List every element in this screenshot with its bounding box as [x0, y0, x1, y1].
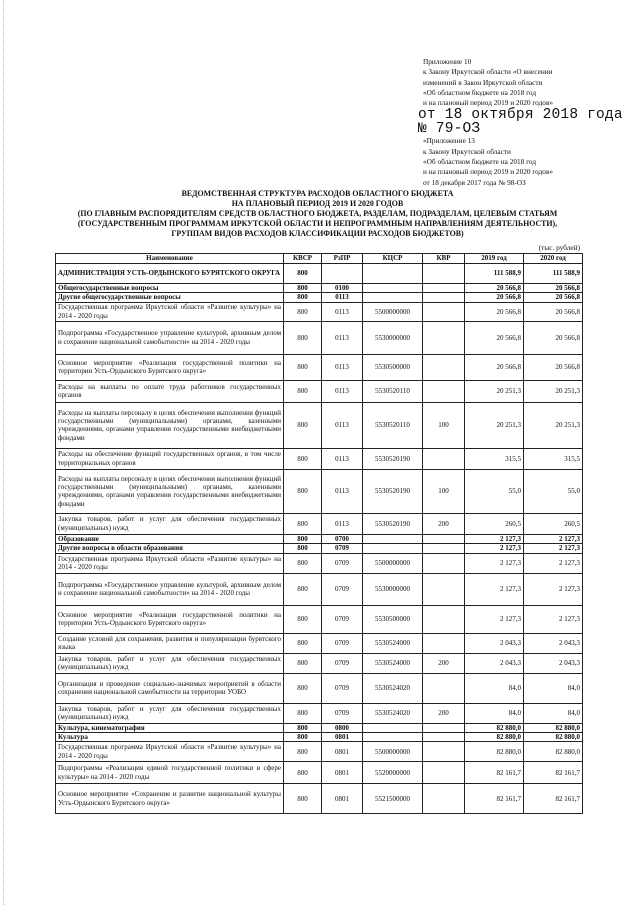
cell-kcsr: 5530524000 — [363, 653, 423, 673]
cell-kvsr: 800 — [284, 284, 322, 293]
appendix-line: к Закону Иркутской области «О внесении — [423, 67, 553, 77]
cell-kvr — [423, 302, 465, 321]
cell-kvsr: 800 — [284, 448, 322, 469]
cell-kvsr: 800 — [284, 302, 322, 321]
budget-table — [55, 253, 583, 814]
cell-kvr — [423, 553, 465, 573]
cell-2020: 55,0 — [524, 469, 583, 513]
cell-rzpr: 0709 — [322, 553, 363, 573]
table-row — [56, 264, 583, 284]
cell-2020: 2 127,3 — [524, 534, 583, 543]
table-row — [56, 633, 583, 653]
table-row — [56, 605, 583, 633]
cell-2020: 20 566,8 — [524, 284, 583, 293]
cell-rzpr: 0113 — [322, 293, 363, 302]
cell-rzpr: 0113 — [322, 513, 363, 534]
table-row — [56, 573, 583, 605]
cell-name: Закупка товаров, работ и услуг для обеспечения государственных (муниципальных) нужд — [56, 513, 284, 534]
appendix-line: от 18 декабря 2017 года № 98-ОЗ — [423, 177, 526, 187]
document-title — [40, 189, 595, 240]
cell-kvr — [423, 573, 465, 605]
cell-kcsr: 5530520110 — [363, 380, 423, 402]
cell-kvsr: 800 — [284, 633, 322, 653]
cell-2020: 20 251,3 — [524, 402, 583, 448]
cell-rzpr — [322, 264, 363, 284]
cell-2019: 20 566,8 — [465, 354, 524, 380]
table-row — [56, 653, 583, 673]
cell-kcsr — [363, 264, 423, 284]
cell-kvr — [423, 284, 465, 293]
cell-2020: 20 566,8 — [524, 293, 583, 302]
table-row — [56, 553, 583, 573]
cell-2019: 55,0 — [465, 469, 524, 513]
cell-kvr — [423, 723, 465, 732]
cell-kvr — [423, 534, 465, 543]
cell-2019: 20 566,8 — [465, 302, 524, 321]
table-row — [56, 673, 583, 703]
cell-2019: 2 127,3 — [465, 605, 524, 633]
cell-name: Подпрограмма «Реализация единой государственной политики в сфере культуры» на 2014 - 2020 годы — [56, 762, 284, 784]
cell-2020: 2 043,3 — [524, 633, 583, 653]
cell-kvsr: 800 — [284, 784, 322, 814]
cell-name: Другие вопросы в области образования — [56, 544, 284, 553]
table-row — [56, 284, 583, 293]
cell-name: Основное мероприятие «Реализация государственной политики на территории Усть-Ордынского Бурятского округа» — [56, 354, 284, 380]
cell-name: Культура, кинематография — [56, 723, 284, 732]
cell-kvsr: 800 — [284, 544, 322, 553]
cell-kvsr: 800 — [284, 732, 322, 741]
cell-kcsr: 5530524000 — [363, 633, 423, 653]
cell-kvsr: 800 — [284, 673, 322, 703]
cell-rzpr: 0113 — [322, 448, 363, 469]
table-row — [56, 762, 583, 784]
cell-kcsr: 5521500000 — [363, 784, 423, 814]
cell-name: Подпрограмма «Государственное управление культурой, архивным делом и сохранение национальной самобытности» на 2014 - 2020 годы — [56, 573, 284, 605]
cell-kvr — [423, 380, 465, 402]
cell-kvsr: 800 — [284, 293, 322, 302]
appendix-line: изменений в Закон Иркутской области — [423, 77, 543, 87]
cell-kcsr: 5530000000 — [363, 321, 423, 354]
col-header-kvsr: КВСР — [284, 254, 322, 264]
units-label: (тыс. рублей) — [538, 243, 580, 252]
col-header-name: Наименование — [56, 254, 284, 264]
cell-kcsr — [363, 284, 423, 293]
cell-name: Создание условий для сохранения, развития и популяризации бурятского языка — [56, 633, 284, 653]
appendix-line: к Закону Иркутской области — [423, 146, 511, 156]
cell-rzpr: 0800 — [322, 723, 363, 732]
cell-kvr — [423, 762, 465, 784]
cell-rzpr: 0700 — [322, 534, 363, 543]
table-row — [56, 448, 583, 469]
cell-kvr — [423, 742, 465, 762]
cell-rzpr: 0709 — [322, 605, 363, 633]
cell-rzpr: 0801 — [322, 742, 363, 762]
cell-kvsr: 800 — [284, 354, 322, 380]
cell-kcsr: 5530524020 — [363, 703, 423, 723]
cell-2020: 2 127,3 — [524, 544, 583, 553]
table-row — [56, 293, 583, 302]
appendix-line: Приложение 10 — [423, 57, 472, 66]
amendment-date-stamp: от 18 октября 2018 года — [418, 106, 623, 123]
cell-2019: 2 127,3 — [465, 544, 524, 553]
cell-2020: 82 161,7 — [524, 784, 583, 814]
cell-2020: 82 161,7 — [524, 762, 583, 784]
cell-rzpr: 0709 — [322, 653, 363, 673]
cell-rzpr: 0709 — [322, 703, 363, 723]
cell-rzpr: 0113 — [322, 321, 363, 354]
cell-kvr — [423, 673, 465, 703]
cell-2020: 20 566,8 — [524, 302, 583, 321]
cell-2020: 315,5 — [524, 448, 583, 469]
cell-2019: 260,5 — [465, 513, 524, 534]
cell-2019: 2 127,3 — [465, 573, 524, 605]
cell-rzpr: 0113 — [322, 402, 363, 448]
cell-name: Государственная программа Иркутской области «Развитие культуры» на 2014 - 2020 годы — [56, 742, 284, 762]
cell-rzpr: 0113 — [322, 354, 363, 380]
cell-kvsr: 800 — [284, 553, 322, 573]
cell-kvr: 200 — [423, 703, 465, 723]
cell-name: Основное мероприятие «Сохранение и развитие национальной культуры Усть-Ордынского Бурятского округа» — [56, 784, 284, 814]
title-line: (ПО ГЛАВНЫМ РАСПОРЯДИТЕЛЯМ СРЕДСТВ ОБЛАСТНОГО БЮДЖЕТА, РАЗДЕЛАМ, ПОДРАЗДЕЛАМ, ЦЕЛЕВЫМ СТАТЬЯМ — [77, 209, 558, 219]
appendix-line: «Приложение 13 — [423, 136, 475, 146]
table-row — [56, 723, 583, 732]
cell-name: Организация и проведение социально-значимых мероприятий в области сохранения национальной самобытности на территории УОБО — [56, 673, 284, 703]
cell-kcsr: 5530500000 — [363, 354, 423, 380]
cell-rzpr: 0113 — [322, 380, 363, 402]
cell-2020: 2 127,3 — [524, 605, 583, 633]
cell-2020: 111 588,9 — [524, 264, 583, 284]
cell-kvsr: 800 — [284, 703, 322, 723]
cell-2020: 2 127,3 — [524, 573, 583, 605]
cell-kvsr: 800 — [284, 605, 322, 633]
appendix-lines-top — [423, 57, 633, 109]
cell-kvr — [423, 784, 465, 814]
cell-2020: 20 566,8 — [524, 321, 583, 354]
cell-kcsr — [363, 732, 423, 741]
amendment-number-stamp: № 79-ОЗ — [418, 120, 481, 137]
cell-rzpr: 0100 — [322, 284, 363, 293]
col-header-rzpr: РзПР — [322, 254, 363, 264]
cell-2019: 315,5 — [465, 448, 524, 469]
cell-kvr — [423, 321, 465, 354]
title-line: ГРУППАМ ВИДОВ РАСХОДОВ КЛАССИФИКАЦИИ РАСХОДОВ БЮДЖЕТОВ) — [171, 229, 464, 239]
cell-kvr — [423, 448, 465, 469]
cell-kvsr: 800 — [284, 469, 322, 513]
cell-kcsr: 5530520190 — [363, 469, 423, 513]
cell-kcsr: 5500000000 — [363, 742, 423, 762]
table-row — [56, 302, 583, 321]
cell-2019: 111 588,9 — [465, 264, 524, 284]
col-header-kcsr: КЦСР — [363, 254, 423, 264]
cell-kcsr — [363, 723, 423, 732]
cell-rzpr: 0801 — [322, 784, 363, 814]
cell-kvr — [423, 354, 465, 380]
cell-name: АДМИНИСТРАЦИЯ УСТЬ-ОРДЫНСКОГО БУРЯТСКОГО ОКРУГА — [56, 264, 284, 284]
cell-name: Расходы на обеспечение функций государственных органов, в том числе территориальных органов — [56, 448, 284, 469]
cell-2019: 2 127,3 — [465, 553, 524, 573]
table-row — [56, 534, 583, 543]
cell-kvsr: 800 — [284, 653, 322, 673]
table-body — [56, 264, 583, 814]
cell-name: Подпрограмма «Государственное управление культурой, архивным делом и сохранение национальной самобытности» на 2014 - 2020 годы — [56, 321, 284, 354]
table-row — [56, 742, 583, 762]
cell-name: Общегосударственные вопросы — [56, 284, 284, 293]
cell-kcsr — [363, 544, 423, 553]
cell-name: Государственная программа Иркутской области «Развитие культуры» на 2014 - 2020 годы — [56, 302, 284, 321]
cell-kvr — [423, 732, 465, 741]
cell-kvr — [423, 544, 465, 553]
table-row — [56, 544, 583, 553]
col-header-2019: 2019 год — [465, 254, 524, 264]
cell-kvsr: 800 — [284, 402, 322, 448]
cell-2020: 260,5 — [524, 513, 583, 534]
cell-kvsr: 800 — [284, 264, 322, 284]
cell-rzpr: 0113 — [322, 302, 363, 321]
cell-name: Образование — [56, 534, 284, 543]
appendix-line: «Об областном бюджете на 2018 год — [423, 157, 537, 167]
cell-name: Расходы на выплаты по оплате труда работников государственных органов — [56, 380, 284, 402]
cell-kcsr: 5530000000 — [363, 573, 423, 605]
cell-rzpr: 0709 — [322, 573, 363, 605]
cell-rzpr: 0709 — [322, 544, 363, 553]
col-header-kvr: КВР — [423, 254, 465, 264]
table-row — [56, 321, 583, 354]
cell-2020: 82 880,0 — [524, 723, 583, 732]
cell-2019: 2 043,3 — [465, 653, 524, 673]
cell-kcsr: 5530500000 — [363, 605, 423, 633]
cell-name: Основное мероприятие «Реализация государственной политики на территории Усть-Ордынского Бурятского округа» — [56, 605, 284, 633]
title-line: (ГОСУДАРСТВЕННЫМ ПРОГРАММАМ ИРКУТСКОЙ ОБЛАСТИ И НЕПРОГРАММНЫМ НАПРАВЛЕНИЯМ ДЕЯТЕЛЬНОСТИ), — [77, 219, 558, 229]
appendix-line: «Об областном бюджете на 2018 год — [423, 88, 537, 98]
cell-kvsr: 800 — [284, 573, 322, 605]
title-line: ВЕДОМСТВЕННАЯ СТРУКТУРА РАСХОДОВ ОБЛАСТНОГО БЮДЖЕТА — [181, 189, 454, 198]
cell-name: Закупка товаров, работ и услуг для обеспечения государственных (муниципальных) нужд — [56, 703, 284, 723]
appendix-line: и на плановый период 2019 и 2020 годов» — [423, 98, 554, 108]
table-row — [56, 354, 583, 380]
cell-rzpr: 0801 — [322, 732, 363, 741]
cell-2019: 20 566,8 — [465, 321, 524, 354]
table-row — [56, 732, 583, 741]
col-header-2020: 2020 год — [524, 254, 583, 264]
cell-2020: 2 043,3 — [524, 653, 583, 673]
cell-kcsr: 5500000000 — [363, 553, 423, 573]
cell-kvsr: 800 — [284, 321, 322, 354]
cell-kcsr — [363, 293, 423, 302]
cell-kcsr: 5530520190 — [363, 448, 423, 469]
cell-kvsr: 800 — [284, 534, 322, 543]
cell-kvsr: 800 — [284, 513, 322, 534]
title-line: НА ПЛАНОВЫЙ ПЕРИОД 2019 И 2020 ГОДОВ — [231, 199, 404, 209]
table-row — [56, 380, 583, 402]
cell-kcsr: 5530520110 — [363, 402, 423, 448]
cell-kcsr — [363, 534, 423, 543]
cell-rzpr: 0801 — [322, 762, 363, 784]
cell-kcsr: 5530520190 — [363, 513, 423, 534]
cell-2019: 82 161,7 — [465, 784, 524, 814]
cell-2019: 20 566,8 — [465, 293, 524, 302]
cell-name: Закупка товаров, работ и услуг для обеспечения государственных (муниципальных) нужд — [56, 653, 284, 673]
cell-2020: 20 251,3 — [524, 380, 583, 402]
cell-name: Другие общегосударственные вопросы — [56, 293, 284, 302]
cell-kvr — [423, 633, 465, 653]
appendix-line: и на плановый период 2019 и 2020 годов» — [423, 167, 554, 177]
appendix-lines-bottom — [423, 136, 633, 188]
cell-2020: 20 566,8 — [524, 354, 583, 380]
cell-kvr — [423, 293, 465, 302]
table-header-row — [56, 254, 583, 264]
table-row — [56, 402, 583, 448]
cell-2019: 2 127,3 — [465, 534, 524, 543]
cell-name: Расходы на выплаты персоналу в целях обеспечения выполнения функций государственными (муниципальными) органами, казенными учреждениями, органами управления государственными внебюджетными фондами — [56, 402, 284, 448]
table-row — [56, 513, 583, 534]
cell-name: Расходы на выплаты персоналу в целях обеспечения выполнения функций государственными (муниципальными) органами, казенными учреждениями, органами управления государственными внебюджетными фондами — [56, 469, 284, 513]
cell-2019: 82 880,0 — [465, 732, 524, 741]
cell-name: Государственная программа Иркутской области «Развитие культуры» на 2014 - 2020 годы — [56, 553, 284, 573]
scan-edge-dots — [3, 0, 5, 905]
cell-rzpr: 0113 — [322, 469, 363, 513]
cell-kcsr: 5500000000 — [363, 302, 423, 321]
cell-2020: 82 880,0 — [524, 732, 583, 741]
cell-kvsr: 800 — [284, 723, 322, 732]
cell-name: Культура — [56, 732, 284, 741]
cell-2019: 84,0 — [465, 673, 524, 703]
appendix-block — [418, 57, 633, 188]
cell-rzpr: 0709 — [322, 633, 363, 653]
cell-kvsr: 800 — [284, 742, 322, 762]
table-row — [56, 703, 583, 723]
cell-2019: 82 880,0 — [465, 723, 524, 732]
cell-kcsr: 5530524020 — [363, 673, 423, 703]
cell-kvr: 200 — [423, 513, 465, 534]
cell-kvr — [423, 605, 465, 633]
cell-kvsr: 800 — [284, 762, 322, 784]
cell-kcsr: 5520000000 — [363, 762, 423, 784]
cell-2019: 82 880,0 — [465, 742, 524, 762]
cell-kvr: 200 — [423, 653, 465, 673]
cell-2020: 2 127,3 — [524, 553, 583, 573]
cell-2020: 84,0 — [524, 673, 583, 703]
cell-2020: 84,0 — [524, 703, 583, 723]
table-row — [56, 784, 583, 814]
cell-2019: 82 161,7 — [465, 762, 524, 784]
cell-kvsr: 800 — [284, 380, 322, 402]
cell-rzpr: 0709 — [322, 673, 363, 703]
cell-2019: 20 251,3 — [465, 380, 524, 402]
cell-2019: 20 566,8 — [465, 284, 524, 293]
cell-kvr: 100 — [423, 402, 465, 448]
cell-kvr: 100 — [423, 469, 465, 513]
table-row — [56, 469, 583, 513]
cell-2020: 82 880,0 — [524, 742, 583, 762]
cell-2019: 20 251,3 — [465, 402, 524, 448]
cell-kvr — [423, 264, 465, 284]
cell-2019: 2 043,3 — [465, 633, 524, 653]
cell-2019: 84,0 — [465, 703, 524, 723]
